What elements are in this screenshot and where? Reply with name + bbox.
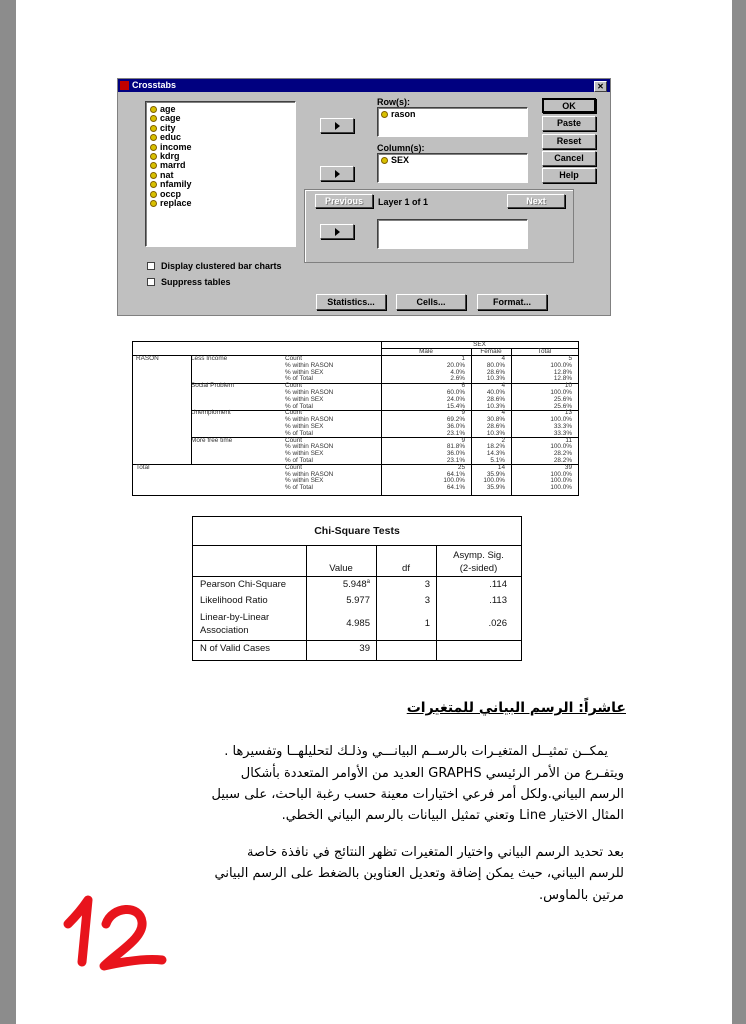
cancel-button[interactable]: Cancel — [542, 151, 596, 166]
table-cell: 5.1% — [490, 457, 505, 464]
table-cell: 10 — [564, 382, 572, 390]
next-layer-button[interactable]: Next — [507, 194, 565, 208]
table-cell: 33.3% — [553, 423, 572, 430]
stat-label: % within RASON — [285, 416, 334, 424]
columns-value: SEX — [391, 155, 410, 165]
previous-layer-button[interactable]: Previous — [315, 194, 373, 208]
row-label: Pearson Chi-Square — [200, 579, 287, 590]
row-group-label: Total — [136, 463, 150, 471]
row-df: 3 — [424, 579, 430, 590]
stat-label: % of Total — [285, 429, 313, 437]
column-header: Female — [480, 348, 502, 355]
statistics-button[interactable]: Statistics... — [316, 294, 386, 310]
row-value: 4.985 — [346, 618, 370, 629]
table-cell: 10.3% — [486, 375, 505, 383]
layer-listbox[interactable] — [377, 219, 528, 249]
spss-app-icon — [120, 81, 129, 90]
paragraph-line: مرتين بالماوس. — [538, 888, 624, 903]
stat-label: % within SEX — [285, 450, 324, 458]
table-cell: 2 — [501, 436, 505, 444]
crosstabs-dialog — [117, 78, 611, 316]
table-cell: 60.0% — [446, 389, 465, 396]
table-cell: 23.1% — [446, 457, 465, 464]
row-group-label: Social Problem — [191, 382, 234, 390]
paste-button[interactable]: Paste — [542, 116, 596, 131]
table-cell: 69.2% — [446, 416, 465, 424]
table-cell: 25 — [457, 463, 465, 471]
table-cell: 4.0% — [450, 368, 465, 376]
paragraph-line: الرسم البياني.ولكل أمر فرعي اختيارات معينة حسب رغبة الباحث، على سبيل — [211, 787, 624, 802]
variable-name: replace — [160, 198, 192, 209]
row-sig: .026 — [488, 618, 507, 629]
cells-button[interactable]: Cells... — [396, 294, 466, 310]
stat-label: Count — [285, 355, 303, 362]
table-cell: 81.8% — [446, 443, 465, 451]
table-cell: 10.3% — [486, 429, 505, 437]
clustered-bar-label: Display clustered bar charts — [161, 261, 282, 271]
variable-list[interactable] — [145, 101, 296, 247]
variable-scale-icon — [150, 134, 157, 141]
variable-name: age — [160, 104, 176, 114]
table-cell: 10.3% — [486, 402, 505, 410]
dialog-title: Crosstabs — [132, 80, 177, 90]
table-cell: 28.2% — [553, 457, 572, 464]
table-cell: 4 — [501, 382, 505, 390]
paragraph-line: ويتفـرع من الأمر الرئيسي GRAPHS العديد من الأوامر المتعددة بأشكال — [240, 766, 624, 781]
table-cell: 11 — [565, 436, 572, 444]
row-label: Linear-by-Linear — [200, 612, 270, 623]
header-df: df — [402, 563, 410, 574]
table-cell: 28.6% — [486, 368, 505, 376]
table-cell: 80.0% — [486, 361, 505, 369]
table-cell: 33.3% — [553, 429, 572, 437]
chi-square-table — [192, 516, 522, 661]
close-icon[interactable]: ✕ — [594, 81, 607, 92]
variable-name: occp — [160, 188, 182, 199]
table-cell: 40.0% — [486, 389, 505, 396]
variable-name: kdrg — [160, 151, 180, 162]
crosstab-output-table — [132, 341, 579, 496]
stat-label: % within SEX — [285, 477, 324, 485]
variable-scale-icon — [150, 172, 157, 179]
table-cell: 9 — [461, 436, 465, 444]
stat-label: % of Total — [285, 375, 313, 383]
table-cell: 64.1% — [446, 484, 465, 492]
table-cell: 14 — [497, 463, 505, 471]
grid-line — [191, 356, 192, 465]
chi-square-title: Chi-Square Tests — [314, 525, 400, 537]
variable-scale-icon — [150, 125, 157, 132]
row-group-label: Unemploment — [191, 409, 231, 417]
variable-name: marrd — [160, 160, 186, 171]
variable-name: nfamily — [160, 179, 192, 190]
checkbox-icon — [147, 278, 155, 286]
table-cell: 35.9% — [486, 484, 505, 492]
table-cell: 5 — [568, 355, 572, 362]
column-header: Total — [537, 348, 552, 355]
variable-scale-icon — [150, 115, 157, 122]
variable-name: educ — [160, 132, 182, 143]
stat-label: % within SEX — [285, 395, 324, 403]
rows-label: Row(s): — [377, 97, 410, 107]
stat-label: Count — [285, 436, 303, 444]
header-sig-line1: Asymp. Sig. — [453, 550, 504, 561]
header-sig-line2: (2-sided) — [459, 563, 498, 574]
variable-scale-icon — [150, 153, 157, 160]
row-value: 5.977 — [346, 595, 370, 606]
table-cell: 28.6% — [486, 395, 505, 403]
suppress-tables-checkbox[interactable] — [147, 277, 231, 287]
variable-scale-icon — [150, 106, 157, 113]
row-label: N of Valid Cases — [200, 643, 271, 654]
paragraph-line: للرسم البياني، حيث يمكن إضافة وتعديل العناوين بالضغط على الرسم البياني — [214, 866, 624, 881]
table-cell: 2.6% — [450, 375, 465, 383]
table-cell: 64.1% — [446, 470, 465, 478]
clustered-bar-checkbox[interactable] — [147, 261, 282, 271]
table-cell: 100.0% — [550, 470, 572, 478]
table-cell: 35.9% — [486, 470, 505, 478]
variable-scale-icon — [381, 157, 388, 164]
table-cell: 12.8% — [553, 368, 572, 376]
header-value: Value — [329, 563, 353, 574]
stat-label: % within RASON — [285, 389, 334, 396]
stat-label: % within SEX — [285, 368, 324, 376]
section-heading: عاشراً: الرسم البياني للمتغيرات — [406, 700, 626, 716]
variable-scale-icon — [150, 162, 157, 169]
columns-label: Column(s): — [377, 143, 425, 153]
paragraph-line: المثال الاختيار Line وتعني تمثيل البيانات بالرسم البياني الخطي. — [281, 808, 624, 823]
table-cell: 100.0% — [550, 484, 572, 492]
row-sig: .113 — [489, 595, 507, 606]
variable-scale-icon — [150, 181, 157, 188]
stat-label: % of Total — [285, 484, 313, 492]
stat-label: % of Total — [285, 402, 313, 410]
table-cell: 6 — [461, 382, 465, 390]
checkbox-icon — [147, 262, 155, 270]
table-cell: 100.0% — [550, 389, 572, 396]
table-cell: 100.0% — [483, 477, 505, 485]
row-df: 3 — [424, 595, 430, 606]
table-cell: 39 — [564, 463, 572, 471]
variable-scale-icon — [381, 111, 388, 118]
table-cell: 12.8% — [553, 375, 572, 383]
variable-name: cage — [160, 113, 181, 124]
table-cell: 4 — [501, 409, 505, 417]
stat-label: Count — [285, 409, 303, 417]
table-cell: 24.0% — [446, 395, 465, 403]
stat-label: Count — [285, 463, 303, 471]
suppress-tables-label: Suppress tables — [161, 277, 231, 287]
variable-scale-icon — [150, 191, 157, 198]
table-cell: 28.6% — [486, 423, 505, 430]
stat-label: % of Total — [285, 457, 313, 464]
rows-value: rason — [391, 109, 416, 119]
variable-scale-icon — [150, 200, 157, 207]
table-cell: 23.1% — [446, 429, 465, 437]
column-header: Male — [419, 348, 433, 355]
format-button[interactable]: Format... — [477, 294, 547, 310]
variable-name: income — [160, 141, 192, 152]
move-to-columns-button[interactable] — [320, 166, 354, 181]
table-cell: 13 — [564, 409, 572, 417]
row-group-label: More free time — [191, 436, 233, 444]
stat-label: % within RASON — [285, 443, 334, 451]
table-cell: 18.2% — [486, 443, 505, 451]
variable-scale-icon — [150, 144, 157, 151]
stat-label: % within RASON — [285, 361, 334, 369]
table-cell: 9 — [461, 409, 465, 417]
table-cell: 25.6% — [553, 402, 572, 410]
row-variable-label: RASON — [136, 355, 159, 362]
table-cell: 36.0% — [446, 423, 465, 430]
table-cell: 100.0% — [550, 361, 572, 369]
row-group-label: Less Income — [191, 355, 228, 362]
variable-item[interactable] — [150, 199, 295, 208]
table-cell: 100.0% — [550, 477, 572, 485]
row-value: 39 — [359, 643, 370, 654]
table-cell: 36.0% — [446, 450, 465, 458]
stat-label: Count — [285, 382, 303, 390]
rows-listbox[interactable] — [377, 107, 528, 137]
paragraph-line: بعد تحديد الرسم البياني واختيار المتغيرات تظهر النتائج في نافذة خاصة — [247, 845, 624, 860]
table-cell: 25.6% — [553, 395, 572, 403]
help-button[interactable]: Help — [542, 168, 596, 183]
table-cell: 20.0% — [446, 361, 465, 369]
stat-label: % within RASON — [285, 470, 334, 478]
layer-indicator: Layer 1 of 1 — [378, 197, 429, 207]
table-cell: 15.4% — [446, 402, 465, 410]
table-cell: 100.0% — [550, 416, 572, 424]
ok-button[interactable]: OK — [542, 98, 596, 113]
table-cell: 100.0% — [550, 443, 572, 451]
variable-name: nat — [160, 169, 174, 180]
stat-label: % within SEX — [285, 423, 324, 430]
row-label: Association — [200, 625, 249, 636]
column-group-label: SEX — [473, 341, 486, 348]
table-cell: 14.3% — [486, 450, 505, 458]
dialog-titlebar — [118, 79, 610, 92]
paragraph-line: يمكــن تمثيــل المتغيـرات بالرســم البيانـــي وذلـك لتحليلهــا وتفسيرها . — [224, 744, 608, 759]
table-cell: 4 — [501, 355, 505, 362]
table-cell: 30.8% — [486, 416, 505, 424]
row-df: 1 — [424, 618, 430, 629]
move-to-rows-button[interactable] — [320, 118, 354, 133]
handwritten-page-number — [62, 892, 172, 982]
table-cell: 1 — [461, 355, 465, 362]
row-label: Likelihood Ratio — [200, 595, 268, 606]
row-sig: .114 — [489, 579, 507, 590]
row-value: 5.948$^a$ — [342, 579, 370, 591]
variable-name: city — [160, 122, 176, 133]
columns-listbox[interactable] — [377, 153, 528, 183]
table-cell: 100.0% — [443, 477, 465, 485]
table-cell: 28.2% — [553, 450, 572, 458]
reset-button[interactable]: Reset — [542, 134, 596, 149]
